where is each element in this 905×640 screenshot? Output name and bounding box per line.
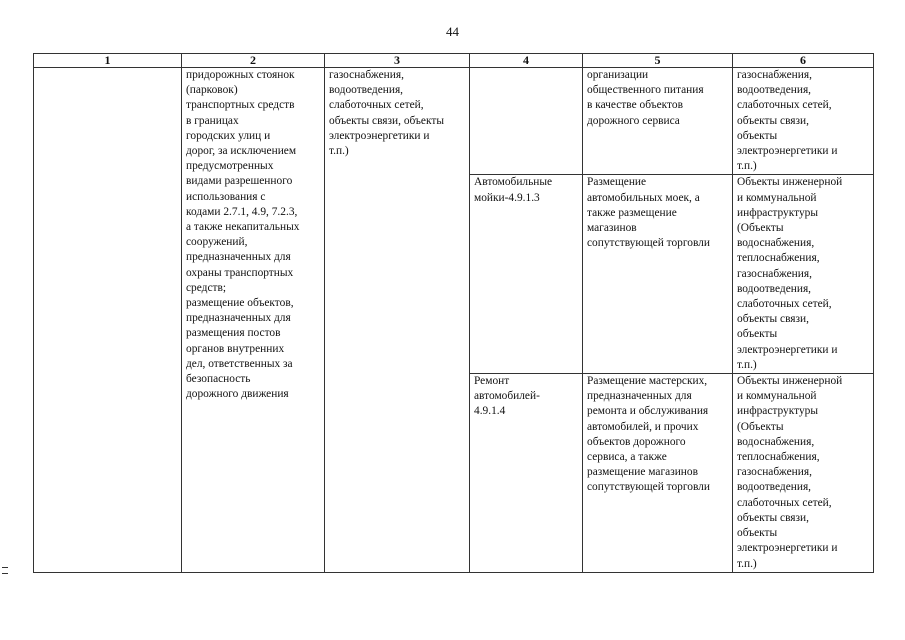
conditional-use-description-text: Размещение автомобильных моек, а также размещение магазинов сопутствующей торговли [587,176,710,250]
main-use-auxiliary-text: газоснабжения, водоотведения, слаботочных сетей, объекты связи, объекты электроэнергетики и т.п.) [329,69,444,158]
main-use-description-text: придорожных стоянок (парковок) транспортных средств в границах городских улиц и дорог, за исключением предусмотренных видами разрешенного использования с кодами 2.7.1, 4.9, 7.2.3, а также некапитальных сооружений, предназначенных для охраны транспортных средств; размещение объектов, предназначенных для размещения постов органов внутренних дел, ответственных за безопасность дорожного движения [186,69,300,401]
conditional-use-description-text: организации общественного питания в качестве объектов дорожного сервиса [587,69,704,127]
conditional-use-name-text: Ремонт автомобилей- 4.9.1.4 [474,375,540,418]
main-use-auxiliary-cell [325,68,470,573]
column-header-6: 6 [733,54,874,68]
header-row [34,54,874,68]
conditional-use-auxiliary-cell [733,68,874,175]
page-number: 44 [446,24,459,39]
conditional-use-auxiliary-text: Объекты инженерной и коммунальной инфраструктуры (Объекты водоснабжения, теплоснабжения, газоснабжения, водоотведения, слаботочных сетей, объекты связи, объекты электроэнергетики и т.п.) [737,176,843,371]
column-header-3: 3 [325,54,470,68]
column-header-5: 5 [583,54,733,68]
conditional-use-description-cell [583,175,733,374]
conditional-use-description-cell [583,68,733,175]
column-header-4: 4 [470,54,583,68]
conditional-use-description-text: Размещение мастерских, предназначенных для ремонта и обслуживания автомобилей, и прочих объектов дорожного сервиса, а также размещение магазинов сопутствующей торговли [587,375,710,494]
main-use-description-cell [182,68,325,573]
conditional-use-auxiliary-cell [733,175,874,374]
conditional-use-name-cell [470,175,583,374]
column-header-2: 2 [182,54,325,68]
margin-mark [2,567,8,574]
land-use-table [33,53,874,573]
conditional-use-description-cell [583,374,733,573]
conditional-use-name-text: Автомобильные мойки-4.9.1.3 [474,176,553,204]
conditional-use-auxiliary-text: газоснабжения, водоотведения, слаботочных сетей, объекты связи, объекты электроэнергетики и т.п.) [737,69,838,173]
conditional-use-auxiliary-cell [733,374,874,573]
table-row [34,68,874,175]
conditional-use-auxiliary-text: Объекты инженерной и коммунальной инфраструктуры (Объекты водоснабжения, теплоснабжения, газоснабжения, водоотведения, слаботочных сетей, объекты связи, объекты электроэнергетики и т.п.) [737,375,843,570]
conditional-use-name-cell [470,374,583,573]
zone-cell [34,68,182,573]
column-header-1: 1 [34,54,182,68]
conditional-use-name-cell [470,68,583,175]
